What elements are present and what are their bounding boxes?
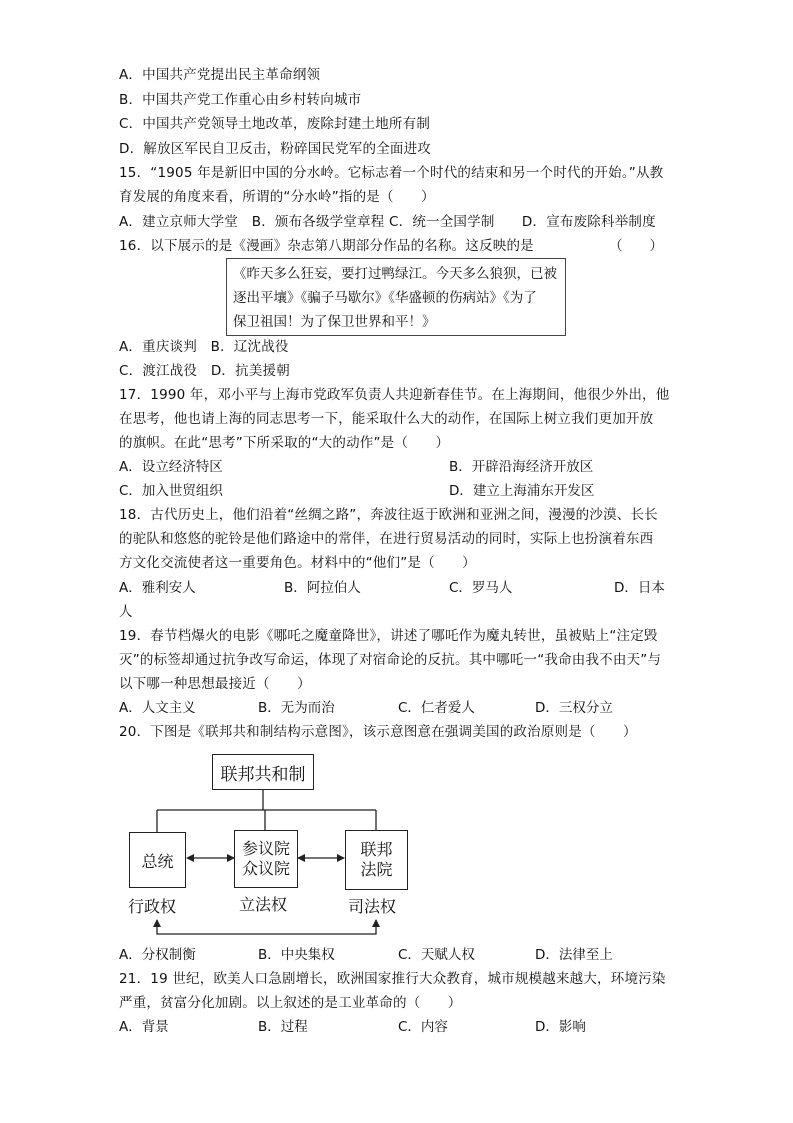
q18-option-d-continued: 人 — [119, 604, 133, 620]
q18-option-d: D．日本 — [614, 580, 665, 596]
federal-republic-box: 联邦共和制 — [212, 754, 314, 790]
q16-quote-line: 保卫祖国！为了保卫世界和平！》 — [233, 314, 436, 330]
q19-stem-line: 灭”的标签却通过抗争改写命运，体现了对宿命论的反抗。其中哪吒一“我命由我不由天”与 — [119, 652, 662, 668]
q19-option-c: C．仁者爱人 — [398, 700, 475, 716]
q21-option-d: D．影响 — [535, 1019, 586, 1035]
president-box: 总统 — [129, 832, 186, 888]
q18-option-c: C．罗马人 — [449, 580, 513, 596]
court-label-line2: 法院 — [360, 860, 393, 879]
q14-option-b: B．中国共产党工作重心由乡村转向城市 — [119, 92, 362, 108]
q16-answer-bracket: （ ） — [609, 238, 663, 254]
q21-stem-line: 严重，贫富分化加剧。以上叙述的是工业革命的（ ） — [119, 995, 462, 1011]
q18-stem-line: 的驼队和悠悠的驼铃是他们路途中的常伴，在进行贸易活动的同时，实际上也扮演着东西 — [119, 531, 654, 547]
q19-stem-line: 以下哪一种思想最接近（ ） — [119, 676, 311, 692]
q15-stem-line2: 育发展的角度来看，所谓的“分水岭”指的是（ ） — [119, 189, 435, 205]
q16-quote-line: 逐出平壤》《骗子马歇尔》《华盛顿的伤病站》《为了 — [233, 290, 537, 306]
q20-stem: 20．下图是《联邦共和制结构示意图》，该示意图意在强调美国的政治原则是（ ） — [119, 724, 637, 740]
q17-stem-line: 的旗帜。在此“思考”下所采取的“大的动作”是（ ） — [119, 435, 450, 451]
q16-quote-line: 《昨天多么狂妄，要打过鸭绿江。今天多么狼狈，已被 — [233, 266, 557, 282]
executive-power-label: 行政权 — [128, 897, 177, 916]
q17-stem-line: 在思考，他也请上海的同志思考一下，能采取什么大的动作，在国际上树立我们更加开放 — [119, 411, 654, 427]
q18-stem-line: 方文化交流使者这一重要角色。材料中的“他们”是（ ） — [119, 555, 476, 571]
q18-option-a: A．雅利安人 — [119, 580, 196, 596]
federal-court-box — [345, 830, 408, 890]
q16-options-ab: A．重庆谈判 B．辽沈战役 — [119, 339, 289, 355]
court-label-line1: 联邦 — [360, 840, 393, 859]
q17-stem-line: 17．1990 年，邓小平与上海市党政军负责人共迎新春佳节。在上海期间，他很少外出，他 — [119, 387, 670, 403]
q21-option-c: C．内容 — [398, 1019, 448, 1035]
congress-box — [234, 830, 298, 888]
q21-option-b: B．过程 — [258, 1019, 308, 1035]
q14-option-d: D．解放区军民自卫反击，粉碎国民党军的全面进攻 — [119, 141, 431, 157]
legislative-power-label: 立法权 — [239, 895, 288, 914]
q17-option-d: D．建立上海浦东开发区 — [449, 483, 595, 499]
q19-stem-line: 19．春节档爆火的电影《哪吒之魔童降世》，讲述了哪吒作为魔丸转世，虽被贴上“注定毁 — [119, 628, 658, 644]
house-label: 众议院 — [241, 859, 290, 878]
q20-option-b: B．中央集权 — [258, 947, 335, 963]
q19-option-b: B．无为而治 — [258, 700, 335, 716]
q20-option-a: A．分权制衡 — [119, 947, 196, 963]
exec-jud-loop-arrow — [157, 920, 376, 934]
q17-option-a: A．设立经济特区 — [119, 459, 223, 475]
q15-options: A．建立京师大学堂 B．颁布各级学堂章程 C．统一全国学制 D．宣布废除科举制度 — [119, 214, 656, 230]
senate-label: 参议院 — [241, 839, 290, 858]
q14-option-c: C．中国共产党领导土地改革，废除封建土地所有制 — [119, 116, 431, 132]
q16-stem: 16．以下展示的是《漫画》杂志第八期部分作品的名称。这反映的是 — [119, 238, 534, 254]
q20-option-d: D．法律至上 — [535, 947, 613, 963]
q21-stem-line: 21．19 世纪，欧美人口急剧增长，欧洲国家推行大众教育，城市规模越来越大，环境污染 — [119, 971, 666, 987]
q15-stem-line1: 15．“1905 年是新旧中国的分水岭。它标志着一个时代的结束和另一个时代的开始。”从教 — [119, 165, 664, 181]
q16-options-cd: C．渡江战役 D．抗美援朝 — [119, 363, 290, 379]
q14-option-a: A．中国共产党提出民主革命纲领 — [119, 67, 321, 83]
q21-option-a: A．背景 — [119, 1019, 169, 1035]
q19-option-d: D．三权分立 — [535, 700, 613, 716]
q19-option-a: A．人文主义 — [119, 700, 196, 716]
judicial-power-label: 司法权 — [348, 897, 397, 916]
federal-structure-diagram — [126, 752, 426, 942]
q20-option-c: C．天赋人权 — [398, 947, 475, 963]
q18-option-b: B．阿拉伯人 — [284, 580, 361, 596]
q16-quote-box — [226, 258, 566, 336]
q17-option-c: C．加入世贸组织 — [119, 483, 223, 499]
q18-stem-line: 18．古代历史上，他们沿着“丝绸之路”，奔波往返于欧洲和亚洲之间，漫漫的沙漠、长长 — [119, 507, 658, 523]
q17-option-b: B．开辟沿海经济开放区 — [449, 459, 594, 475]
